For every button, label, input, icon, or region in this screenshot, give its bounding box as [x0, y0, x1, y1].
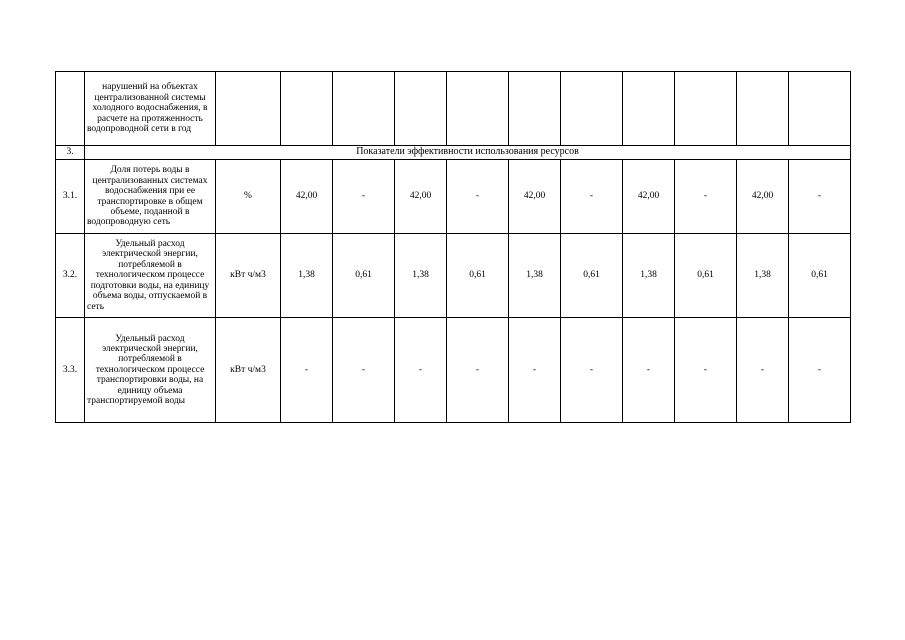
value-cell: 1,38 [737, 234, 789, 318]
indicator-name: Удельный расход электрической энергии, потребляемой в технологическом процессе транспортировки воды, на единицу объема транспортируемой воды [85, 318, 216, 423]
value-cell: 0,61 [789, 234, 851, 318]
value-cell: 1,38 [623, 234, 675, 318]
value-cell: - [333, 160, 395, 234]
indicator-name: нарушений на объектах централизованной системы холодного водоснабжения, в расчете на протяженность водопроводной сети в год [85, 72, 216, 146]
table-row-continuation [56, 72, 851, 146]
value-cell: - [675, 160, 737, 234]
table-row [56, 234, 851, 318]
unit-cell [216, 72, 281, 146]
section-header-row [56, 146, 851, 160]
value-cell: 0,61 [675, 234, 737, 318]
row-number: 3.2. [56, 234, 85, 318]
value-cell: 1,38 [395, 234, 447, 318]
value-cell: 0,61 [561, 234, 623, 318]
value-cell: - [789, 160, 851, 234]
value-cell: 0,61 [333, 234, 395, 318]
value-cell: - [789, 318, 851, 423]
section-number: 3. [56, 146, 85, 160]
value-cell: 0,61 [447, 234, 509, 318]
unit-cell: % [216, 160, 281, 234]
value-cell [675, 72, 737, 146]
value-cell [333, 72, 395, 146]
value-cell: - [509, 318, 561, 423]
value-cell [789, 72, 851, 146]
value-cell [395, 72, 447, 146]
value-cell: 42,00 [623, 160, 675, 234]
unit-cell: кВт ч/м3 [216, 318, 281, 423]
value-cell: - [561, 160, 623, 234]
value-cell: - [447, 318, 509, 423]
value-cell [509, 72, 561, 146]
indicator-name: Удельный расход электрической энергии, потребляемой в технологическом процессе подготовки воды, на единицу объема воды, отпускаемой в сеть [85, 234, 216, 318]
value-cell [623, 72, 675, 146]
section-title: Показатели эффективности использования ресурсов [85, 146, 851, 160]
value-cell: 1,38 [509, 234, 561, 318]
value-cell: - [675, 318, 737, 423]
indicators-table [55, 71, 851, 423]
unit-cell: кВт ч/м3 [216, 234, 281, 318]
value-cell: 42,00 [395, 160, 447, 234]
value-cell: - [333, 318, 395, 423]
row-number [56, 72, 85, 146]
value-cell: - [447, 160, 509, 234]
value-cell [281, 72, 333, 146]
value-cell: 1,38 [281, 234, 333, 318]
value-cell: 42,00 [509, 160, 561, 234]
value-cell: 42,00 [281, 160, 333, 234]
value-cell: - [395, 318, 447, 423]
table-row [56, 160, 851, 234]
value-cell: - [281, 318, 333, 423]
value-cell: - [737, 318, 789, 423]
value-cell: 42,00 [737, 160, 789, 234]
value-cell [447, 72, 509, 146]
row-number: 3.1. [56, 160, 85, 234]
indicator-name: Доля потерь воды в централизованных системах водоснабжения при ее транспортировке в общем объеме, поданной в водопроводную сеть [85, 160, 216, 234]
value-cell [561, 72, 623, 146]
value-cell [737, 72, 789, 146]
table-row [56, 318, 851, 423]
row-number: 3.3. [56, 318, 85, 423]
value-cell: - [561, 318, 623, 423]
value-cell: - [623, 318, 675, 423]
